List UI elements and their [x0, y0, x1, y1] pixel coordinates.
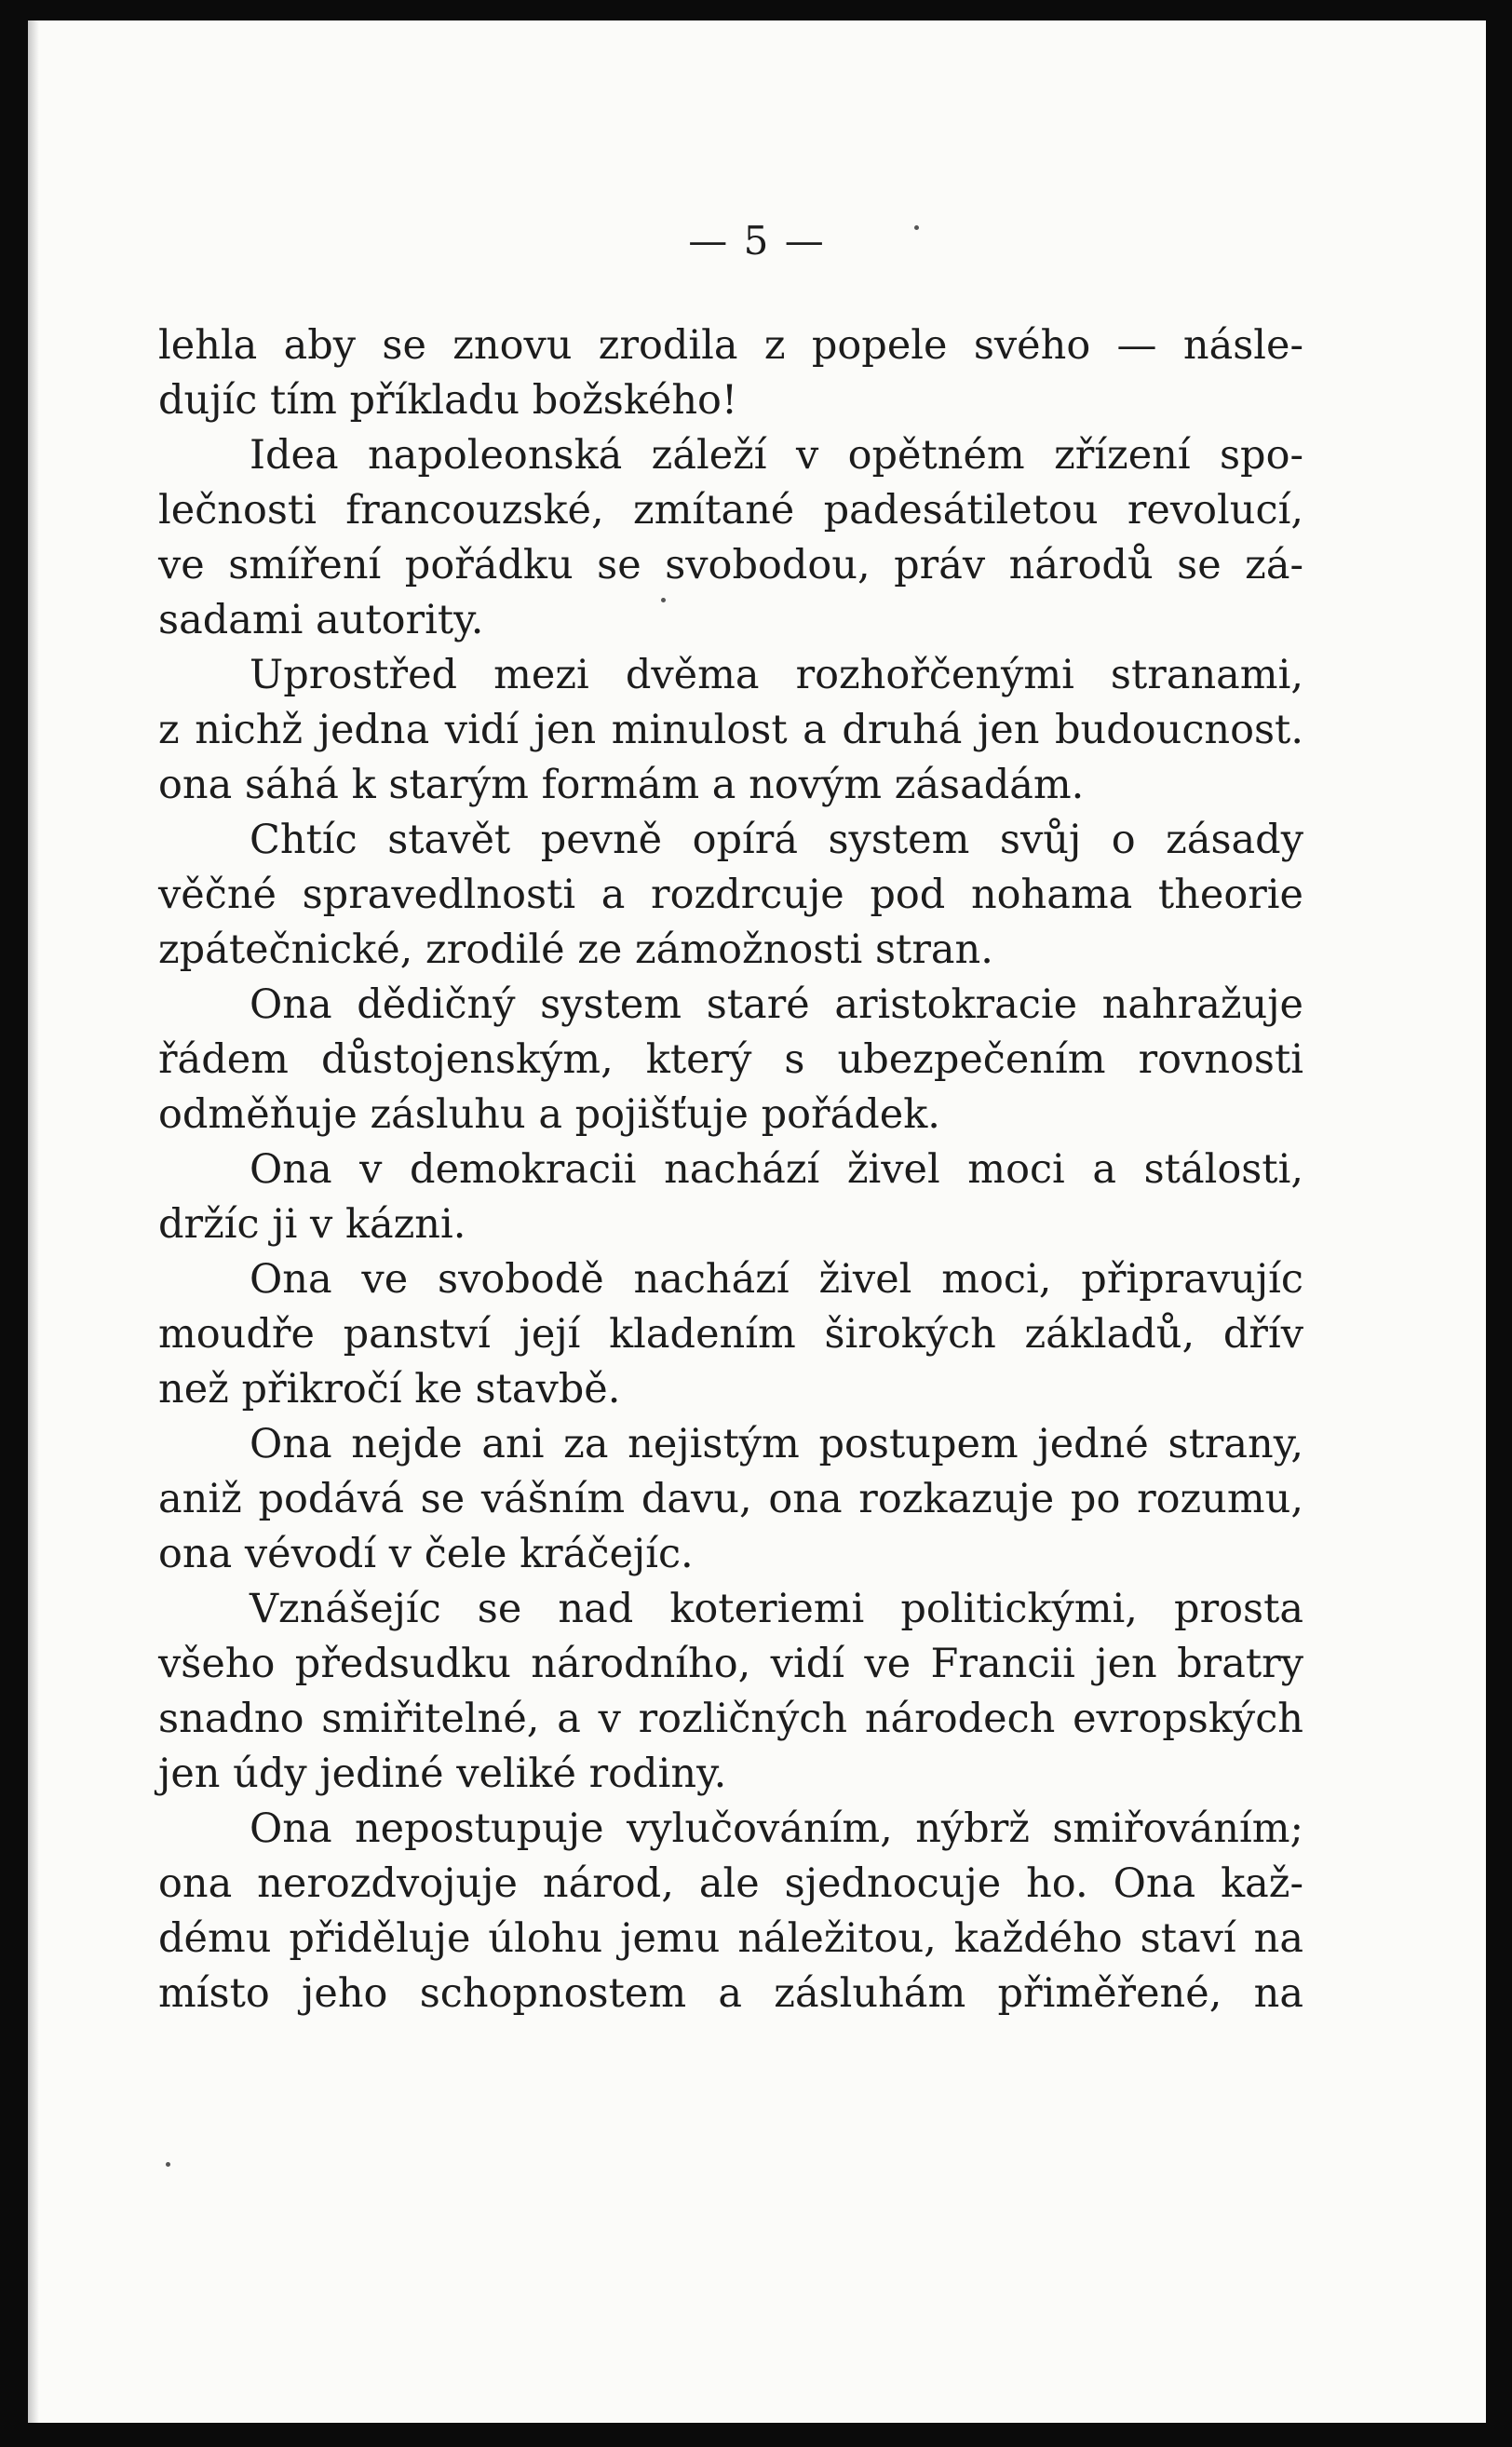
body-text: [158, 318, 1303, 2021]
text-line: Ona v demokracii nachází živel moci a stálosti,: [250, 1146, 1303, 1193]
text-line: místo jeho schopnostem a zásluhám přiměřené, na: [158, 1970, 1303, 2017]
text-line: Ona nejde ani za nejistým postupem jedné strany,: [250, 1421, 1303, 1467]
text-line: věčné spravedlnosti a rozdrcuje pod nohama theorie: [158, 872, 1303, 918]
text-line: Chtíc stavět pevně opírá system svůj o zásady: [250, 817, 1303, 863]
text-line: Vznášejíc se nad koteriemi politickými, prosta: [250, 1586, 1303, 1632]
text-line: ona nerozdvojuje národ, ale sjednocuje ho. Ona kaž-: [158, 1860, 1303, 1907]
text-line: ona vévodí v čele kráčejíc.: [158, 1531, 694, 1577]
text-line: jen údy jediné veliké rodiny.: [158, 1751, 727, 1797]
text-line: z nichž jedna vidí jen minulost a druhá jen budoucnost.: [158, 707, 1303, 753]
text-line: Ona ve svobodě nachází živel moci, připravujíc: [250, 1256, 1303, 1303]
text-line: dému přiděluje úlohu jemu náležitou, každého staví na: [158, 1915, 1303, 1962]
page-number: — 5 —: [688, 218, 826, 264]
text-line: řádem důstojenským, který s ubezpečením rovnosti: [158, 1036, 1303, 1083]
text-line: odměňuje zásluhu a pojišťuje pořádek.: [158, 1091, 940, 1138]
text-line: lečnosti francouzské, zmítané padesátiletou revolucí,: [158, 487, 1303, 534]
text-line: dujíc tím příkladu božského!: [158, 377, 738, 424]
speck-mark: [914, 225, 919, 230]
text-line: Ona dědičný system staré aristokracie nahražuje: [250, 981, 1303, 1028]
book-page: [28, 20, 1486, 2423]
text-line: Ona nepostupuje vylučováním, nýbrž smiřováním;: [250, 1805, 1303, 1852]
text-line: všeho předsudku národního, vidí ve Francii jen bratry: [158, 1641, 1303, 1687]
speck-mark: [166, 2162, 170, 2167]
text-line: ve smíření pořádku se svobodou, práv národů se zá-: [158, 542, 1303, 588]
text-line: ona sáhá k starým formám a novým zásadám.: [158, 762, 1085, 808]
page-edge-shadow: [28, 20, 39, 2423]
text-line: Uprostřed mezi dvěma rozhořčenými stranami,: [250, 652, 1303, 698]
text-line: lehla aby se znovu zrodila z popele svého — násle-: [158, 322, 1303, 369]
text-line: zpátečnické, zrodilé ze zámožnosti stran.: [158, 926, 993, 973]
text-line: než přikročí ke stavbě.: [158, 1366, 621, 1413]
text-line: snadno smiřitelné, a v rozličných národech evropských: [158, 1696, 1303, 1742]
text-line: Idea napoleonská záleží v opětném zřízení spo-: [250, 432, 1303, 479]
text-line: držíc ji v kázni.: [158, 1201, 466, 1248]
text-line: aniž podává se vášním davu, ona rozkazuje po rozumu,: [158, 1476, 1303, 1522]
text-line: moudře panství její kladením širokých základů, dřív: [158, 1311, 1303, 1358]
text-line: sadami autority.: [158, 597, 484, 643]
